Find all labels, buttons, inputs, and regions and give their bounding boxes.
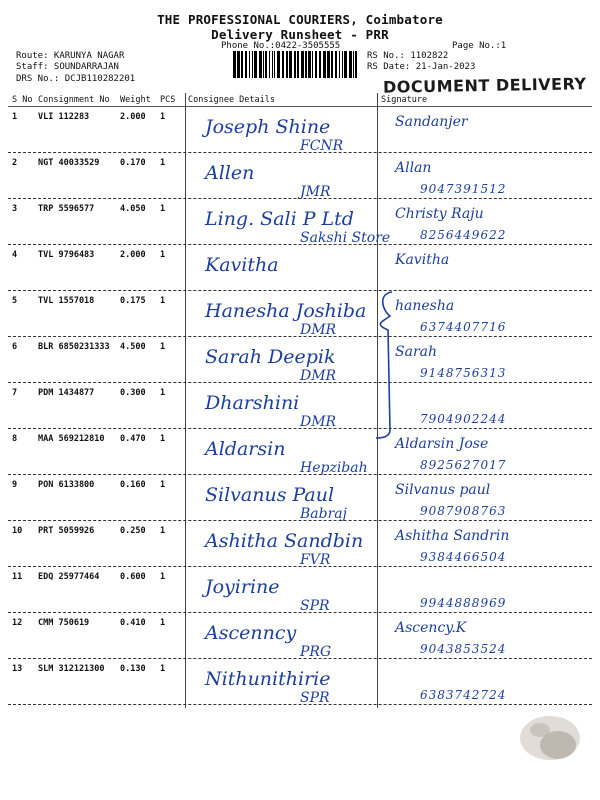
col-header-sno: S No [12,95,33,105]
row-pcs: 1 [160,296,166,306]
row-sno: 8 [12,434,18,444]
row-sno: 12 [12,618,23,628]
consignee-name: Silvanus Paul [205,484,335,506]
consignee-name: Hanesha Joshiba [205,300,367,322]
recipient-signature: Silvanus paul [395,482,491,498]
document-delivery-stamp: DOCUMENT DELIVERY [382,74,587,97]
table-row [0,156,600,203]
consignee-location: Sakshi Store [300,230,391,246]
row-pcs: 1 [160,158,166,168]
page-number: Page No.:1 [452,41,507,51]
drs-number: DRS No.: DCJB110282201 [16,74,136,84]
row-pcs: 1 [160,434,166,444]
row-weight: 0.470 [120,434,146,444]
row-pcs: 1 [160,526,166,536]
consignee-location: FVR [300,552,331,568]
consignee-name: Ashitha Sandbin [205,530,364,552]
row-consignment-no: TVL 9796483 [38,250,95,260]
row-weight: 4.050 [120,204,146,214]
row-sno: 6 [12,342,18,352]
row-divider [8,244,592,245]
consignee-location: JMR [300,184,331,200]
recipient-phone: 9087908763 [420,504,507,518]
row-consignment-no: BLR 6850231333 [38,342,110,352]
row-divider [8,290,592,291]
row-consignment-no: PRT 5059926 [38,526,95,536]
row-consignment-no: MAA 569212810 [38,434,105,444]
rs-number: RS No.: 1102822 [367,51,449,61]
recipient-phone: 9148756313 [420,366,507,380]
recipient-phone: 9043853524 [420,642,507,656]
row-divider [8,336,592,337]
row-divider [8,474,592,475]
row-pcs: 1 [160,250,166,260]
row-consignment-no: VLI 112283 [38,112,90,122]
consignee-name: Allen [205,162,255,184]
row-weight: 2.000 [120,112,146,122]
col-header-consignee: Consignee Details [188,95,275,105]
recipient-phone: 9047391512 [420,182,507,196]
row-weight: 0.160 [120,480,146,490]
row-consignment-no: PON 6133800 [38,480,95,490]
row-sno: 5 [12,296,18,306]
barcode [233,51,358,78]
header-divider [8,106,592,107]
recipient-signature: Aldarsin Jose [395,436,489,452]
consignee-location: DMR [300,414,337,430]
row-pcs: 1 [160,112,166,122]
consignee-name: Aldarsin [205,438,286,460]
row-sno: 10 [12,526,23,536]
consignee-location: Hepzibah [300,460,368,476]
row-pcs: 1 [160,572,166,582]
row-divider [8,198,592,199]
col-header-consignment: Consignment No [38,95,110,105]
table-row [0,432,600,479]
consignee-location: DMR [300,322,337,338]
consignee-name: Ling. Sali P Ltd [205,208,354,230]
table-row [0,478,600,525]
table-row [0,340,600,387]
row-consignment-no: SLM 312121300 [38,664,105,674]
row-divider [8,152,592,153]
consignee-location: SPR [300,598,330,614]
recipient-phone: 6374407716 [420,320,507,334]
recipient-signature: Christy Raju [395,206,484,222]
row-sno: 4 [12,250,18,260]
row-pcs: 1 [160,342,166,352]
row-pcs: 1 [160,388,166,398]
rs-date: RS Date: 21-Jan-2023 [367,62,476,72]
consignee-name: Joseph Shine [205,116,331,138]
row-divider [8,428,592,429]
row-pcs: 1 [160,664,166,674]
consignee-name: Sarah Deepik [205,346,336,368]
row-sno: 9 [12,480,18,490]
table-row [0,294,600,341]
recipient-signature: Allan [395,160,432,176]
row-sno: 2 [12,158,18,168]
consignee-location: DMR [300,368,337,384]
table-row [0,248,600,295]
row-weight: 4.500 [120,342,146,352]
row-sno: 11 [12,572,23,582]
recipient-phone: 9384466504 [420,550,507,564]
consignee-name: Nithunithirie [205,668,331,690]
row-consignment-no: TVL 1557018 [38,296,95,306]
consignee-name: Ascenncy [205,622,297,644]
row-consignment-no: TRP 5596577 [38,204,95,214]
row-weight: 0.175 [120,296,146,306]
row-weight: 0.250 [120,526,146,536]
ink-smudge [500,690,590,780]
row-divider [8,566,592,567]
row-sno: 13 [12,664,23,674]
consignee-name: Joyirine [205,576,280,598]
recipient-signature: Sarah [395,344,437,360]
row-consignment-no: NGT 40033529 [38,158,100,168]
row-divider [8,612,592,613]
row-divider [8,658,592,659]
recipient-signature: Ashitha Sandrin [395,528,510,544]
row-sno: 3 [12,204,18,214]
table-row [0,616,600,663]
recipient-phone: 6383742724 [420,688,507,702]
recipient-phone: 7904902244 [420,412,507,426]
row-weight: 0.410 [120,618,146,628]
route: Route: KARUNYA NAGAR [16,51,125,61]
table-row [0,386,600,433]
phone-number: Phone No.:0422-3505555 [221,41,341,51]
recipient-phone: 8925627017 [420,458,507,472]
consignee-location: FCNR [300,138,344,154]
row-consignment-no: CMM 750619 [38,618,90,628]
company-title: THE PROFESSIONAL COURIERS, Coimbatore [157,12,443,27]
consignee-name: Kavitha [205,254,279,276]
consignee-name: Dharshini [205,392,300,414]
row-consignment-no: EDQ 25977464 [38,572,100,582]
consignee-location: SPR [300,690,330,706]
runsheet-subtitle: Delivery Runsheet - PRR [211,27,389,42]
row-divider [8,382,592,383]
consignee-location: PRG [300,644,332,660]
col-header-signature: Signature [381,95,428,105]
recipient-phone: 8256449622 [420,228,507,242]
table-row [0,524,600,571]
recipient-signature: hanesha [395,298,455,314]
row-weight: 0.300 [120,388,146,398]
row-weight: 0.130 [120,664,146,674]
col-header-weight: Weight [120,95,151,105]
row-weight: 0.600 [120,572,146,582]
recipient-signature: Sandanjer [395,114,468,130]
table-row [0,202,600,249]
row-pcs: 1 [160,204,166,214]
row-pcs: 1 [160,480,166,490]
row-consignment-no: PDM 1434877 [38,388,95,398]
recipient-signature: Ascency.K [395,620,467,636]
row-weight: 2.000 [120,250,146,260]
recipient-signature: Kavitha [395,252,450,268]
col-header-pcs: PCS [160,95,176,105]
table-row [0,110,600,157]
consignee-location: Babraj [300,506,347,522]
row-sno: 7 [12,388,18,398]
recipient-phone: 9944888969 [420,596,507,610]
row-sno: 1 [12,112,18,122]
row-divider [8,520,592,521]
row-weight: 0.170 [120,158,146,168]
row-pcs: 1 [160,618,166,628]
table-row [0,570,600,617]
staff: Staff: SOUNDARRAJAN [16,62,119,72]
bracket-mark [370,290,410,440]
